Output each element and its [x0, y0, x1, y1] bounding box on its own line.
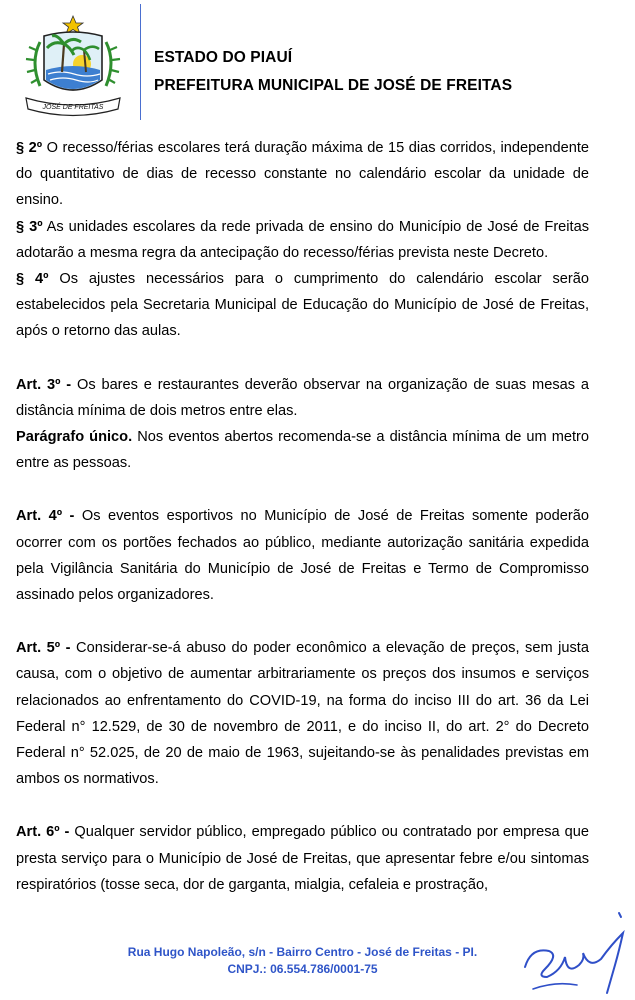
paragraph-label: Parágrafo único.: [16, 429, 133, 446]
paragraph-text: Considerar-se-á abuso do poder econômico a elevação de preços, sem justa causa, com o objetivo de aumentar arbitrariamente os preços dos insumos e serviços relacionados ao enfrentamento do COVID-19, na forma do inciso III do art. 36 da Lei Federal n° 12.529, de 30 de novembro de 2011, e do inciso II, do art. 2° do Decreto Federal n° 52.025, de 20 de maio de 1963, sujeitando-se às penalidades previstas em ambos os normativos.: [16, 640, 589, 788]
paragraph-art6: [16, 819, 589, 898]
municipal-seal-icon: [14, 14, 132, 118]
paragraph-text: Os ajustes necessários para o cumprimento do calendário escolar serão estabelecidos pela Secretaria Municipal de Educação do Município de José de Freitas, após o retorno das aulas.: [16, 271, 589, 340]
paragraph-art3: [16, 372, 589, 424]
paragraph-label: § 3º: [16, 218, 43, 235]
footer-cnpj: CNPJ.: 06.554.786/0001-75: [227, 962, 378, 976]
paragraph-label: Art. 5º -: [16, 640, 71, 657]
svg-text:JOSÉ DE FREITAS: JOSÉ DE FREITAS: [42, 104, 104, 111]
document-header: [0, 0, 635, 120]
paragraph-text: Qualquer servidor público, empregado público ou contratado por empresa que presta serviço para o Município de José de Freitas, que apresentar febre e/ou sintomas respiratórios (tosse seca, dor de garganta, mialgia, cefaleia e prostração,: [16, 824, 589, 893]
paragraph-par4: [16, 266, 589, 345]
paragraph-text: Os bares e restaurantes deverão observar na organização de suas mesas a distância mínima de dois metros entre elas.: [16, 376, 589, 419]
paragraph-label: § 4º: [16, 271, 49, 288]
state-name: ESTADO DO PIAUÍ: [154, 49, 293, 66]
paragraph-label: § 2º: [16, 140, 43, 156]
paragraph-text: Os eventos esportivos no Município de José de Freitas somente poderão ocorrer com os portões fechados ao público, mediante autorização sanitária expedida pela Vigilância Sanitária do Município de José de Freitas e Termo de Compromisso assinado pelos organizadores.: [16, 508, 589, 604]
paragraph-par2: [16, 135, 589, 214]
paragraph-text: Nos eventos abertos recomenda-se a distância mínima de um metro entre as pessoas.: [16, 429, 589, 472]
paragraph-label: Art. 4º -: [16, 508, 75, 525]
paragraph-text: As unidades escolares da rede privada de ensino do Município de José de Freitas adotarão a mesma regra da antecipação do recesso/férias prevista neste Decreto.: [16, 218, 590, 261]
paragraph-single: [16, 424, 589, 476]
paragraph-label: Art. 3º -: [16, 376, 72, 393]
paragraph-par3: [16, 214, 589, 266]
paragraph-label: Art. 6º -: [16, 824, 70, 841]
municipality-name: PREFEITURA MUNICIPAL DE JOSÉ DE FREITAS: [154, 77, 513, 94]
footer-address: Rua Hugo Napoleão, s/n - Bairro Centro - José de Freitas - PI.: [127, 945, 478, 959]
paragraph-art4: [16, 503, 589, 608]
paragraph-art5: [16, 635, 589, 792]
paragraph-text: O recesso/férias escolares terá duração máxima de 15 dias corridos, independente do quantitativo de dias de recesso constante no calendário escolar da unidade de ensino.: [16, 140, 589, 209]
document-body: [16, 135, 589, 898]
header-divider: [140, 4, 141, 120]
signature-icon: [515, 905, 635, 1000]
